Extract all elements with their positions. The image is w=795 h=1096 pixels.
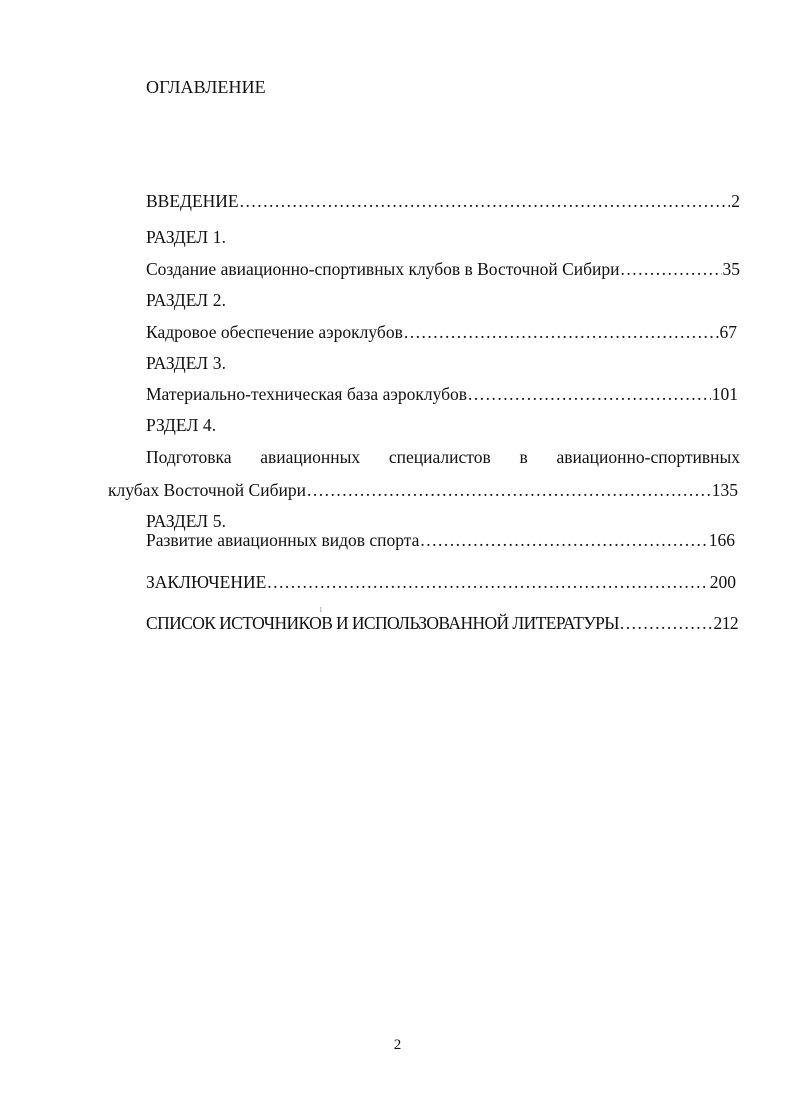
dot-leader [621,258,722,280]
toc-section-label-4: РЗДЕЛ 4. [146,415,217,435]
toc-entry-page: 200 [709,572,736,592]
dot-leader [468,383,711,405]
toc-entry-page: 67 [719,322,737,342]
toc-entry-page: 2 [731,191,740,211]
toc-section-label-2: РАЗДЕЛ 2. [146,290,227,310]
toc-entry-title: Создание авиационно-спортивных клубов в Восточной Сибири [146,259,620,279]
toc-entry-conclusion [146,571,736,593]
toc-heading: ОГЛАВЛЕНИЕ [146,77,266,97]
dot-leader [420,529,707,551]
toc-entry-section-4 [108,479,738,501]
dot-leader [404,321,719,343]
toc-entry-section-1 [146,258,740,280]
stray-mark: 1 [319,606,323,614]
toc-entry-title: ЗАКЛЮЧЕНИЕ [146,572,267,592]
toc-entry-section-2 [146,321,737,343]
page-number: 2 [393,1037,402,1053]
toc-entry-page: 35 [722,259,740,279]
toc-entry-section-5 [146,529,735,551]
dot-leader [267,571,708,593]
toc-entry-introduction [146,190,740,212]
toc-entry-page: 166 [708,530,735,550]
toc-entry-bibliography [146,612,738,634]
toc-entry-title: Развитие авиационных видов спорта [146,530,420,550]
toc-section-label-1: РАЗДЕЛ 1. [146,227,227,247]
toc-entry-page: 135 [711,480,738,500]
dot-leader [240,190,731,212]
toc-entry-page: 212 [713,613,738,633]
toc-entry-title: Материально-техническая база аэроклубов [146,384,468,404]
toc-section-label-3: РАЗДЕЛ 3. [146,353,227,373]
toc-entry-section-3 [146,383,738,405]
toc-entry-title: ВВЕДЕНИЕ [146,191,239,211]
toc-entry-title: СПИСОК ИСТОЧНИКОВ И ИСПОЛЬЗОВАННОЙ ЛИТЕРАТУРЫ [146,613,619,633]
toc-section-label-5: РАЗДЕЛ 5. [146,511,227,531]
toc-entry-title: Кадровое обеспечение аэроклубов [146,322,403,342]
toc-entry-section-4-line1: Подготовка авиационных специалистов в авиационно-спортивных [146,447,740,467]
dot-leader [307,479,711,501]
toc-entry-title: клубах Восточной Сибири [108,480,306,500]
toc-entry-page: 101 [711,384,738,404]
dot-leader [620,612,713,634]
